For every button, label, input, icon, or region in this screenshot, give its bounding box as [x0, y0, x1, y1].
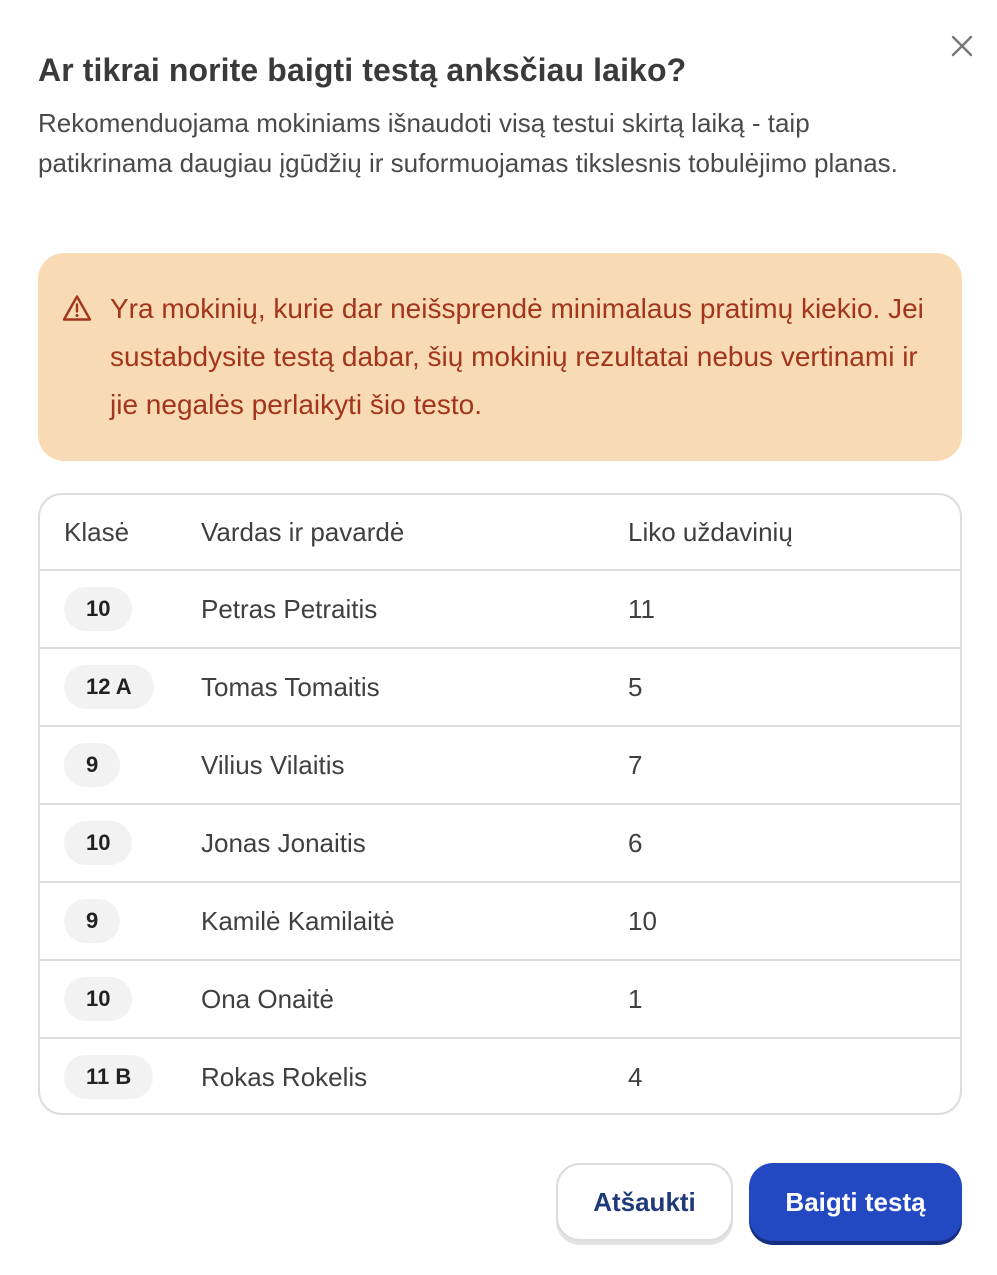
student-name: Petras Petraitis — [201, 593, 378, 624]
cancel-button[interactable]: Atšaukti — [556, 1163, 733, 1241]
close-icon — [951, 35, 973, 57]
table-row — [40, 569, 960, 647]
end-test-button[interactable]: Baigti testą — [749, 1163, 962, 1241]
class-badge: 10 — [64, 977, 132, 1021]
remaining-count: 11 — [628, 593, 655, 624]
table-row — [40, 803, 960, 881]
remaining-count: 10 — [628, 905, 657, 936]
class-badge: 10 — [64, 821, 132, 865]
column-header-name: Vardas ir pavardė — [201, 516, 405, 547]
table-row — [40, 959, 960, 1037]
student-name: Tomas Tomaitis — [201, 671, 380, 702]
student-name: Jonas Jonaitis — [201, 827, 366, 858]
remaining-count: 6 — [628, 827, 643, 858]
warning-triangle-icon — [62, 294, 92, 322]
remaining-count: 5 — [628, 671, 643, 702]
student-name: Kamilė Kamilaitė — [201, 905, 395, 936]
warning-alert — [38, 253, 962, 461]
remaining-count: 7 — [628, 749, 643, 780]
student-name: Rokas Rokelis — [201, 1061, 368, 1092]
student-name: Ona Onaitė — [201, 983, 334, 1014]
class-badge: 11 B — [64, 1055, 153, 1099]
table-header — [40, 495, 960, 569]
class-badge: 9 — [64, 899, 120, 943]
remaining-count: 1 — [628, 983, 643, 1014]
class-badge: 12 A — [64, 665, 154, 709]
dialog-title: Ar tikrai norite baigti testą anksčiau laiko? — [38, 52, 687, 88]
table-row — [40, 1037, 960, 1115]
student-name: Vilius Vilaitis — [201, 749, 345, 780]
table-row — [40, 881, 960, 959]
students-table — [38, 493, 962, 1115]
table-row — [40, 647, 960, 725]
class-badge: 9 — [64, 743, 120, 787]
class-badge: 10 — [64, 587, 132, 631]
remaining-count: 4 — [628, 1061, 643, 1092]
warning-text: Yra mokinių, kurie dar neišsprendė minimalaus pratimų kiekio. Jei sustabdysite testą dabar, šių mokinių rezultatai nebus vertinami ir jie negalės perlaikyti šio testo. — [110, 293, 924, 420]
dialog-subtitle: Rekomenduojama mokiniams išnaudoti visą testui skirtą laiką - taip patikrinama daugiau įgūdžių ir suformuojamas tikslesnis tobulėjimo planas. — [38, 108, 898, 178]
column-header-class: Klasė — [64, 516, 130, 547]
table-row — [40, 725, 960, 803]
close-button[interactable] — [944, 28, 980, 64]
column-header-remaining: Liko uždavinių — [628, 516, 793, 547]
